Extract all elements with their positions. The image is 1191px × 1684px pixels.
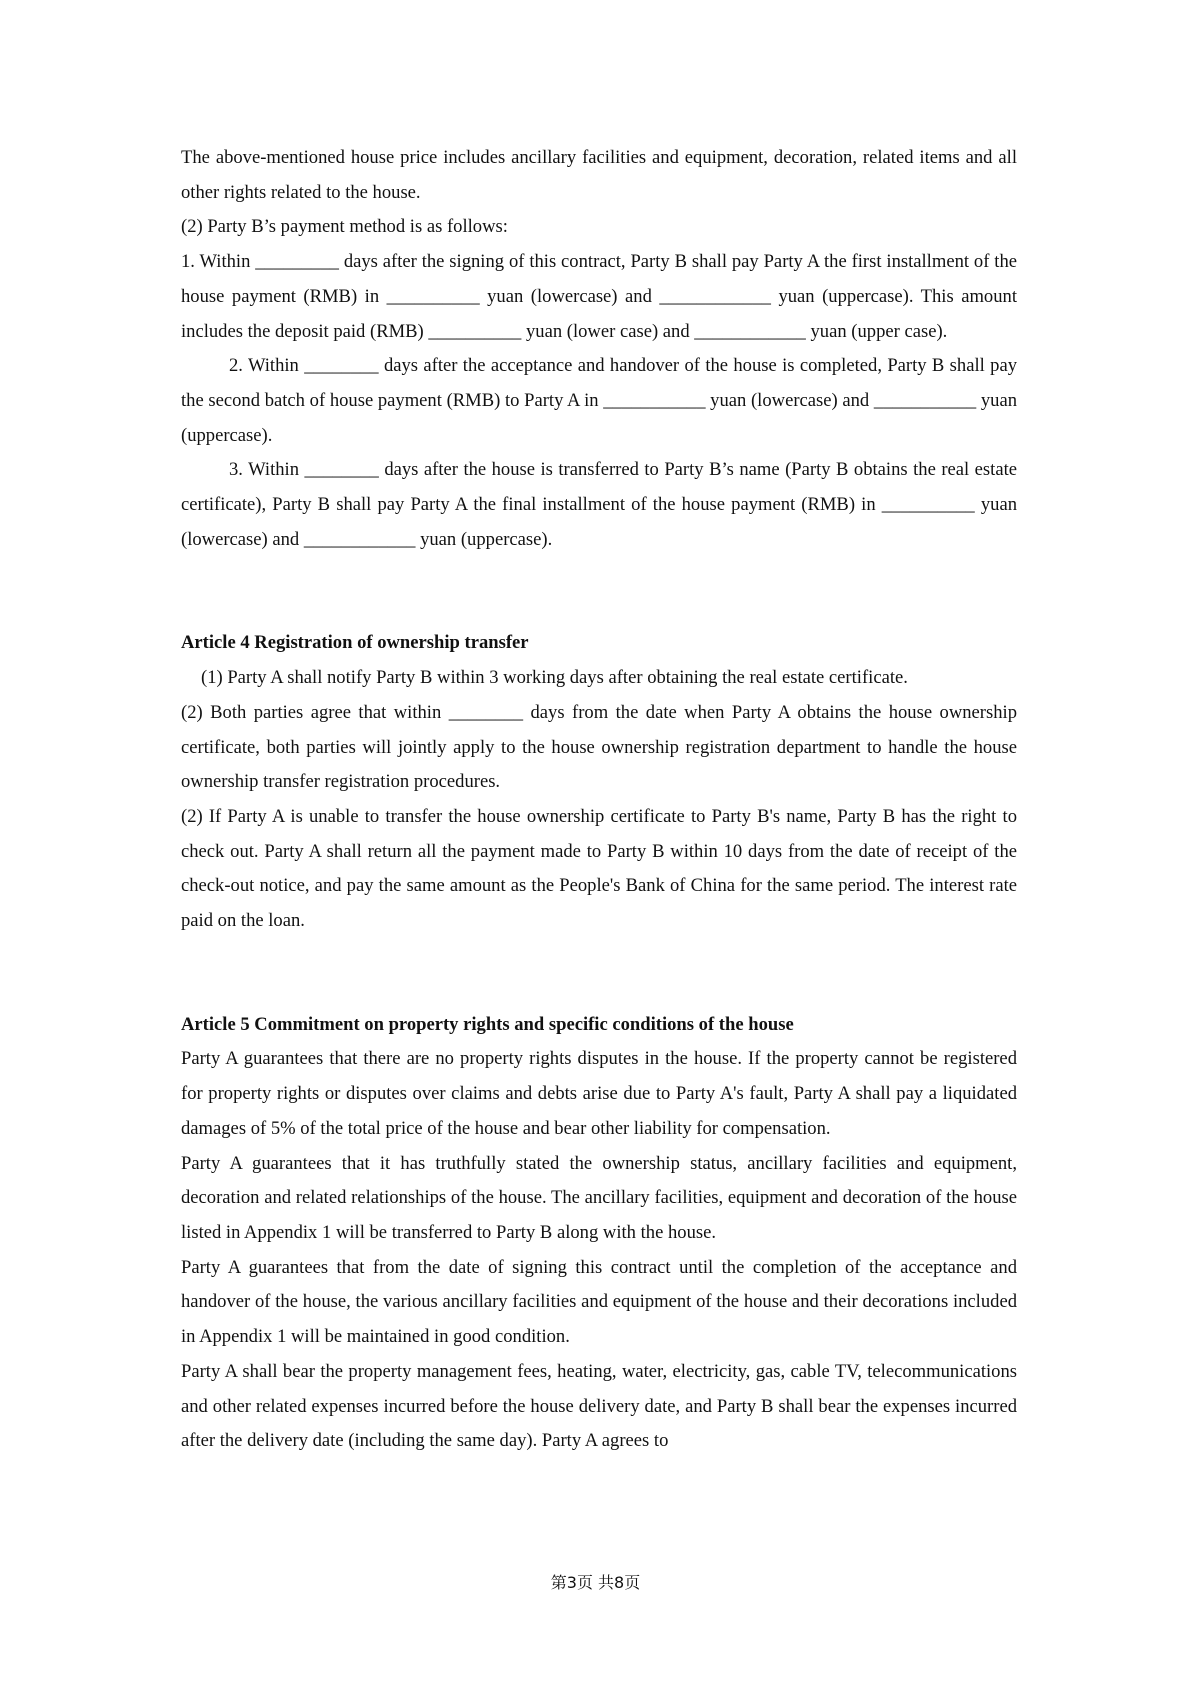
article-5-paragraph-1: Party A guarantees that there are no property rights disputes in the house. If the property cannot be registered for property rights or disputes over claims and debts arise due to Party A's fault, Party A shall pay a liquidated damages of 5% of the total price of the house and bear other liability for compensation. (181, 1048, 1017, 1139)
page-number-label: 第3页 共8页 (550, 1573, 641, 1592)
article-4-heading: Article 4 Registration of ownership transfer (181, 632, 529, 654)
article-4-paragraph-3: (2) If Party A is unable to transfer the house ownership certificate to Party B's name, Party B has the right to check out. Party A shall return all the payment made to Party B within 10 days from the date of receipt of the check-out notice, and pay the same amount as the People's Bank of China for the same period. The interest rate paid on the loan. (181, 805, 1017, 932)
article-5-paragraph-3: Party A guarantees that from the date of signing this contract until the completion of the acceptance and handover of the house, the various ancillary facilities and equipment of the house and their decorations included in Appendix 1 will be maintained in good condition. (181, 1256, 1017, 1348)
paragraph-installment-1: 1. Within _________ days after the signing of this contract, Party B shall pay Party A the first installment of the house payment (RMB) in __________ yuan (lowercase) and ____________ yuan (uppercase). This amount includes the deposit paid (RMB) __________ yuan (lower case) and ____________ yuan (upper case). (181, 251, 1017, 342)
page-footer (0, 1572, 1191, 1594)
paragraph-installment-3: 3. Within ________ days after the house is transferred to Party B’s name (Party B obtains the real estate certificate), Party B shall pay Party A the final installment of the house payment (RMB) in __________ yuan (lowercase) and ____________ yuan (uppercase). (181, 459, 1017, 550)
article-4-paragraph-1: (1) Party A shall notify Party B within 3 working days after obtaining the real estate certificate. (201, 667, 908, 689)
article-5-paragraph-4: Party A shall bear the property management fees, heating, water, electricity, gas, cable TV, telecommunications and other related expenses incurred before the house delivery date, and Party B shall bear the expenses incurred after the delivery date (including the same day). Party A agrees to (181, 1360, 1017, 1452)
paragraph-payment-method: (2) Party B’s payment method is as follows: (181, 216, 508, 238)
paragraph-price-includes: The above-mentioned house price includes ancillary facilities and equipment, decoration, related items and all other rights related to the house. (181, 147, 1017, 203)
article-5-paragraph-2: Party A guarantees that it has truthfully stated the ownership status, ancillary facilities and equipment, decoration and related relationships of the house. The ancillary facilities, equipment and decoration of the house listed in Appendix 1 will be transferred to Party B along with the house. (181, 1152, 1017, 1243)
paragraph-installment-2: 2. Within ________ days after the acceptance and handover of the house is completed, Party B shall pay the second batch of house payment (RMB) to Party A in ___________ yuan (lowercase) and ___________ yuan (uppercase). (181, 355, 1017, 446)
document-body (181, 141, 1017, 1459)
article-4-paragraph-2: (2) Both parties agree that within ________ days from the date when Party A obtains the house ownership certificate, both parties will jointly apply to the house ownership registration department to handle the house ownership transfer registration procedures. (181, 701, 1017, 793)
article-5-heading: Article 5 Commitment on property rights and specific conditions of the house (181, 1013, 794, 1035)
